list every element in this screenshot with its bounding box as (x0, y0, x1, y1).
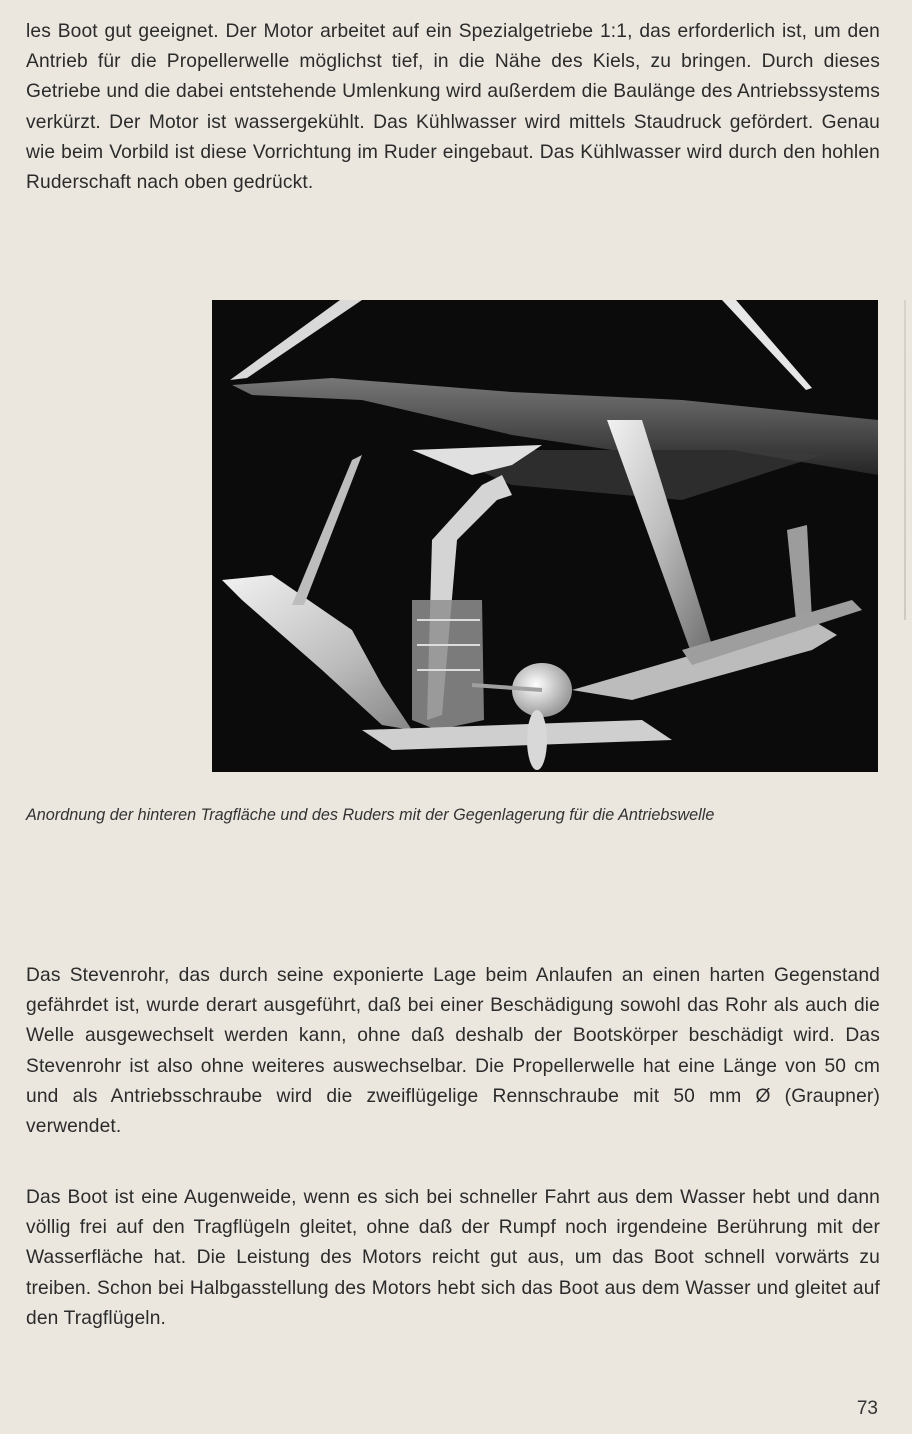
paragraph-3: Das Boot ist eine Augenweide, wenn es sich bei schneller Fahrt aus dem Wasser hebt und dann völlig frei auf den Tragflügeln gleitet, ohne daß der Rumpf noch irgendeine Berührung mit der Wasserfläche hat. Die Leistung des Motors reicht gut aus, um das Boot schnell vorwärts zu treiben. Schon bei Halbgasstellung des Motors hebt sich das Boot aus dem Wasser und gleitet auf den Tragflügeln. (26, 1187, 880, 1329)
paragraph-1: les Boot gut geeignet. Der Motor arbeitet auf ein Spezialgetriebe 1:1, das erforderlich ist, um den Antrieb für die Propellerwelle möglichst tief, in die Nähe des Kiels, zu bringen. Durch dieses Getriebe und die dabei entstehende Umlenkung wird außerdem die Baulänge des Antriebssystems verkürzt. Der Motor ist wassergekühlt. Das Kühlwasser wird mittels Staudruck gefördert. Genau wie beim Vorbild ist diese Vorrichtung im Ruder eingebaut. Das Kühlwasser wird durch den hohlen Ruderschaft nach oben gedrückt. (26, 21, 880, 194)
paragraph-2: Das Stevenrohr, das durch seine exponierte Lage beim Anlaufen an einen harten Gegenstand gefährdet ist, wurde derart ausgeführt, daß bei einer Beschädigung sowohl das Rohr als auch die Welle ausgewechselt werden kann, ohne daß deshalb der Bootskörper beschädigt wird. Das Stevenrohr ist also ohne weiteres auswechselbar. Die Propellerwelle hat eine Länge von 50 cm und als Antriebsschraube wird die zweiflügelige Rennschraube mit 50 mm Ø (Graupner) verwendet. (26, 965, 880, 1138)
page-number: 73 (856, 1398, 878, 1419)
page-edge-shadow (904, 300, 906, 620)
hydrofoil-photo (212, 300, 878, 772)
figure-caption: Anordnung der hinteren Tragfläche und des Ruders mit der Gegenlagerung für die Antriebswelle (26, 806, 715, 824)
